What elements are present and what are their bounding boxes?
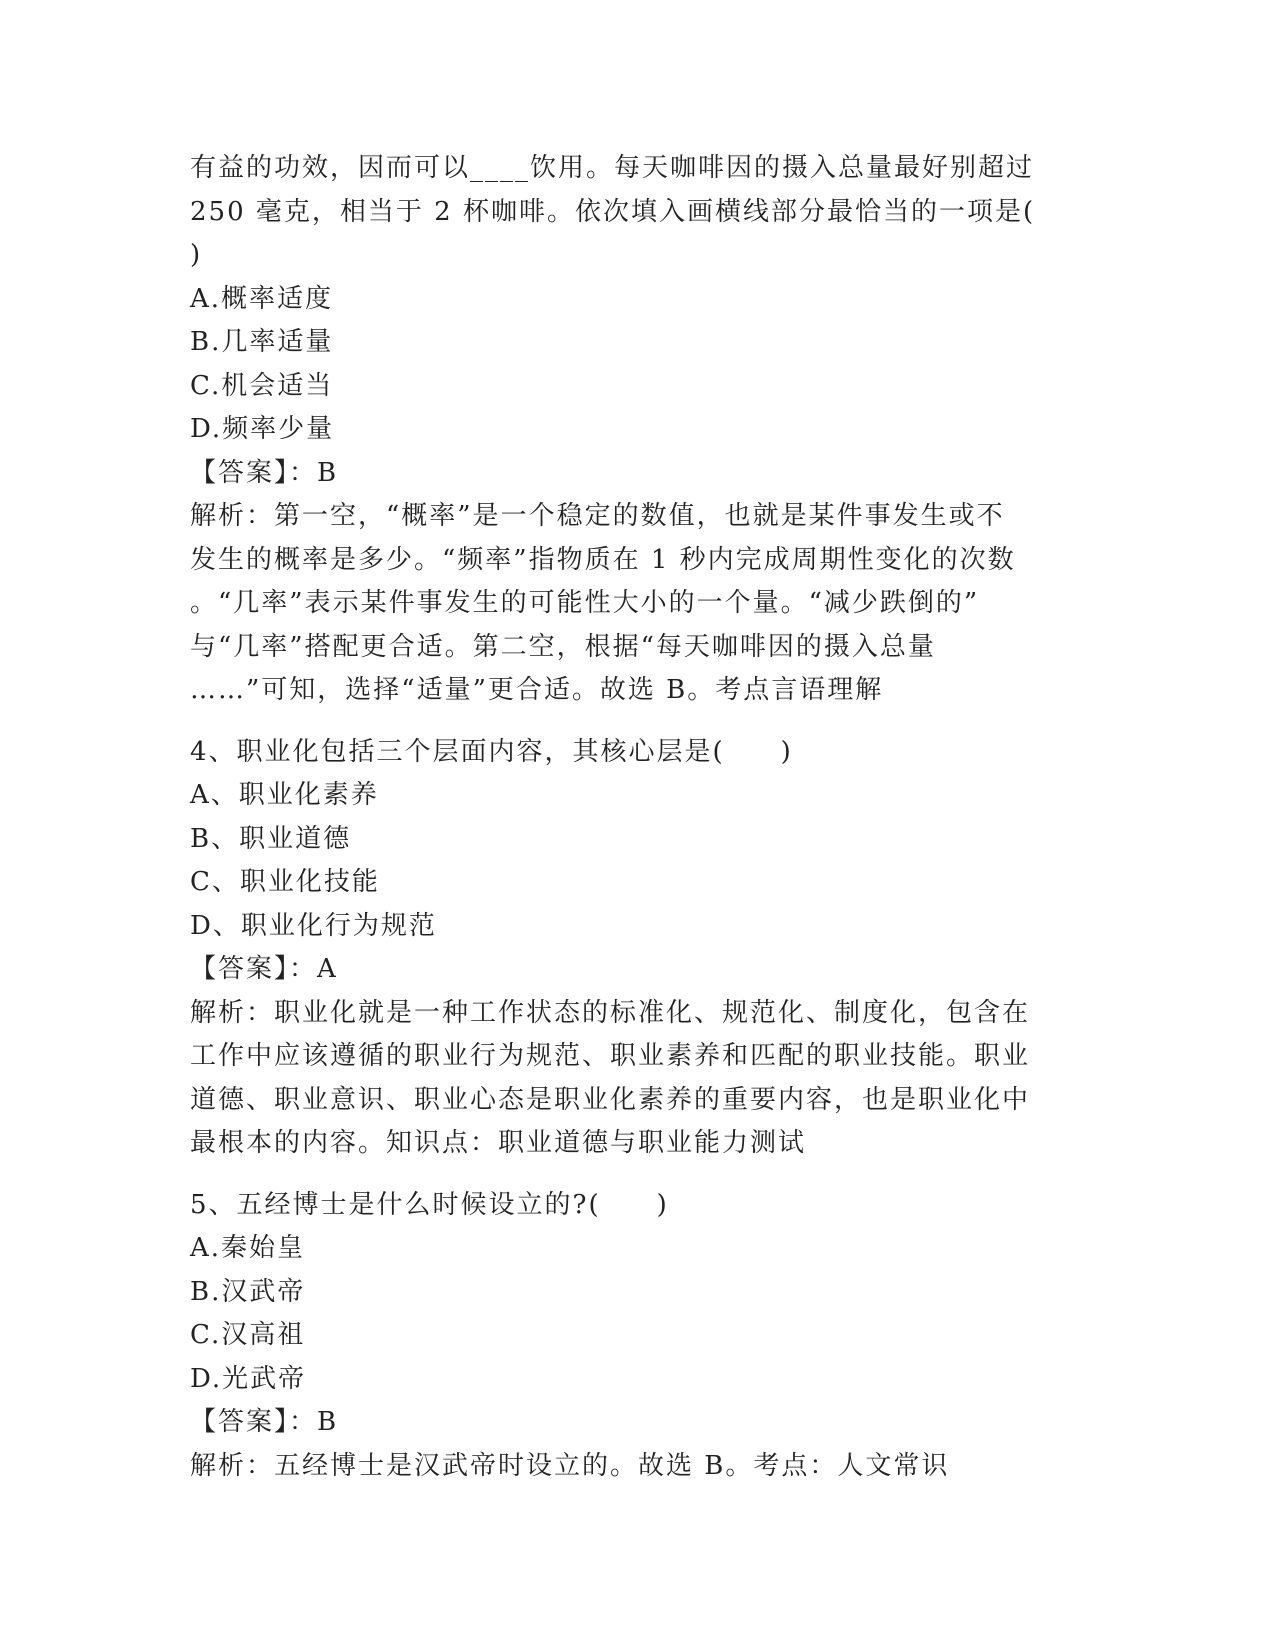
option-d: D.频率少量 xyxy=(190,414,335,444)
option-d: D.光武帝 xyxy=(190,1363,307,1394)
answer-label: 【答案】：B xyxy=(190,457,339,488)
analysis-line: ……”可知，选择“适量”更合适。故选 B。考点言语理解 xyxy=(190,675,884,705)
analysis-line: 发生的概率是多少。“频率”指物质在 1 秒内完成周期性变化的次数 xyxy=(190,544,1016,575)
question-spacer xyxy=(190,1166,1070,1184)
analysis-line: 工作中应该遵循的职业行为规范、职业素养和匹配的职业技能。职业 xyxy=(190,1041,1031,1071)
analysis-line: 最根本的内容。知识点：职业道德与职业能力测试 xyxy=(190,1128,807,1158)
option-a: A.秦始皇 xyxy=(190,1233,306,1263)
analysis-line: 解析：第一空，“概率”是一个稳定的数值，也就是某件事发生或不 xyxy=(190,501,1005,531)
option-b: B.几率适量 xyxy=(190,327,334,357)
question-4 xyxy=(190,731,1070,1166)
question-stem: 5、五经博士是什么时候设立的?( ) xyxy=(190,1189,669,1220)
analysis-line: 。“几率”表示某件事发生的可能性大小的一个量。“减少跌倒的” xyxy=(190,588,980,618)
option-c: C.机会适当 xyxy=(190,370,334,401)
option-b: B、职业道德 xyxy=(190,823,352,854)
document-content xyxy=(190,147,1070,1488)
analysis-line: 道德、职业意识、职业心态是职业化素养的重要内容，也是职业化中 xyxy=(190,1084,1031,1115)
analysis-line: 解析：职业化就是一种工作状态的标准化、规范化、制度化，包含在 xyxy=(190,997,1031,1028)
answer-label: 【答案】：B xyxy=(190,1407,339,1437)
option-c: C.汉高祖 xyxy=(190,1320,306,1350)
option-a: A.概率适度 xyxy=(190,283,334,314)
answer-label: 【答案】：A xyxy=(190,954,338,984)
question-stem-line: ) xyxy=(190,240,203,270)
question-spacer xyxy=(190,713,1070,731)
question-stem: 4、职业化包括三个层面内容，其核心层是( ) xyxy=(190,736,793,767)
question-stem-line: 有益的功效，因而可以____饮用。每天咖啡因的摄入总量最好别超过 xyxy=(190,153,1035,183)
question-3 xyxy=(190,147,1070,713)
option-b: B.汉武帝 xyxy=(190,1276,306,1307)
analysis-line: 解析：五经博士是汉武帝时设立的。故选 B。考点：人文常识 xyxy=(190,1450,950,1481)
option-a: A、职业化素养 xyxy=(190,780,379,810)
question-5 xyxy=(190,1184,1070,1489)
analysis-line: 与“几率”搭配更合适。第二空，根据“每天咖啡因的摄入总量 xyxy=(190,631,936,662)
question-stem-line: 250 毫克，相当于 2 杯咖啡。依次填入画横线部分最恰当的一项是( xyxy=(190,196,1036,227)
option-d: D、职业化行为规范 xyxy=(190,910,437,941)
option-c: C、职业化技能 xyxy=(190,867,380,897)
